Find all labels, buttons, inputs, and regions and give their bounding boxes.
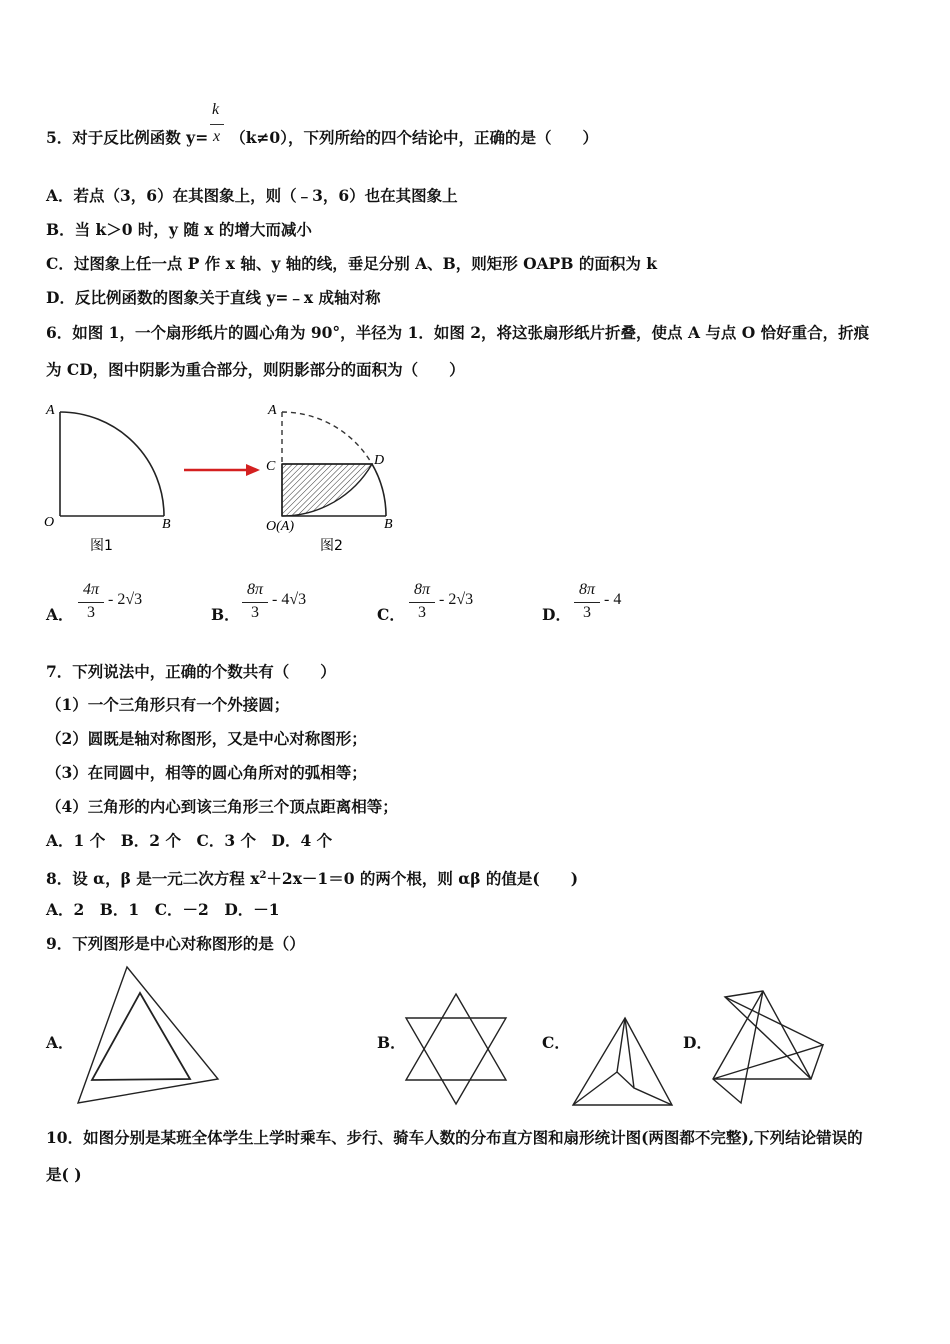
q6-option-d-den: 3 <box>583 604 591 621</box>
q6-option-d-label: D． <box>542 605 571 624</box>
q6-option-c-den: 3 <box>418 604 426 621</box>
q8-stem-b: ＋2x－1＝0 的两个根，则 αβ 的值是( ) <box>266 869 579 888</box>
q7-stem: 7．下列说法中，正确的个数共有（ ） <box>46 662 336 681</box>
q10-stem-line2: 是( ) <box>46 1165 82 1184</box>
q5-frac-num: k <box>212 101 220 118</box>
q9-stem: 9．下列图形是中心对称图形的是（） <box>46 934 305 953</box>
fig2-label-o: O(A) <box>266 519 294 534</box>
fig2-label-b: B <box>384 517 393 532</box>
q8-stem <box>46 866 578 889</box>
fig1-label-o: O <box>44 515 55 530</box>
q7-item-4: （4）三角形的内心到该三角形三个顶点距离相等； <box>46 797 398 816</box>
q5-option-a: A．若点（3，6）在其图象上，则（﹣3，6）也在其图象上 <box>46 186 458 205</box>
fig2-caption: 图2 <box>320 538 343 554</box>
q6-stem-line2: 为 CD，图中阴影为重合部分，则阴影部分的面积为（ ） <box>46 360 465 379</box>
q5-stem <box>46 128 598 148</box>
q5-frac-den: x <box>213 128 221 145</box>
arrow-icon <box>180 460 264 480</box>
fig2-dashed-arc <box>282 412 372 464</box>
q6-option-c-num: 8π <box>413 581 430 598</box>
fig2-label-d: D <box>374 453 385 468</box>
q5-option-d: D．反比例函数的图象关于直线 y=﹣x 成轴对称 <box>46 288 381 307</box>
q9-figure-c <box>568 1012 678 1110</box>
fig2-label-a: A <box>268 403 277 418</box>
q8-sup: 2 <box>259 870 267 881</box>
q6-option-b-label: B． <box>211 605 240 624</box>
q6-option-a-label: A． <box>46 605 74 624</box>
fig2-label-c: C <box>266 459 276 474</box>
q9-figure-d <box>705 987 829 1107</box>
q6-option-c-label: C． <box>377 605 405 624</box>
q6-option-b-num: 8π <box>246 581 263 598</box>
fig1-caption: 图1 <box>90 538 113 554</box>
q6-option-d-num: 8π <box>578 581 595 598</box>
q6-option-b-den: 3 <box>251 604 259 621</box>
q7-item-3: （3）在同圆中，相等的圆心角所对的弧相等； <box>46 763 367 782</box>
fig2-arc <box>372 464 386 516</box>
q9-figure-b <box>400 990 512 1108</box>
q5-suffix: （k≠0），下列所给的四个结论中，正确的是（ ） <box>230 128 598 147</box>
q6-option-d-rest: - 4 <box>604 591 622 608</box>
q6-option-a-den: 3 <box>87 604 95 621</box>
q6-option-c-rest: - 2√3 <box>439 591 474 608</box>
q9-option-c-label: C． <box>542 1033 570 1052</box>
q10-stem-line1: 10．如图分别是某班全体学生上学时乘车、步行、骑车人数的分布直方图和扇形统计图(两图都不完整),下列结论错误的 <box>46 1128 863 1147</box>
q6-stem-line1: 6．如图 1，一个扇形纸片的圆心角为 90°，半径为 1．如图 2，将这张扇形纸片折叠，使点 A 与点 O 恰好重合，折痕 <box>46 323 870 342</box>
fig1-label-a: A <box>46 403 55 418</box>
q7-item-1: （1）一个三角形只有一个外接圆； <box>46 695 290 714</box>
q6-figure-1 <box>40 398 190 558</box>
fig2-shaded-region <box>282 464 372 516</box>
q9-option-b-label: B． <box>377 1033 406 1052</box>
q5-prefix: 5．对于反比例函数 y= <box>46 128 209 147</box>
q8-options: A．2 B．1 C．－2 D．－1 <box>46 900 280 919</box>
q5-option-c: C．过图象上任一点 P 作 x 轴、y 轴的线，垂足分别 A、B，则矩形 OAPB 的面积为 k <box>46 254 657 273</box>
fig1-label-b: B <box>162 517 171 532</box>
q6-option-b-rest: - 4√3 <box>272 591 307 608</box>
q9-figure-a <box>70 963 228 1109</box>
q7-options: A．1 个 B．2 个 C．3 个 D．4 个 <box>46 831 333 850</box>
q6-option-a-rest: - 2√3 <box>108 591 143 608</box>
fig1-arc <box>60 412 164 516</box>
q6-figure-2 <box>262 398 412 558</box>
q5-frac-bar <box>210 124 224 125</box>
q6-option-a-num: 4π <box>82 581 99 598</box>
q9-option-d-label: D． <box>683 1033 712 1052</box>
q7-item-2: （2）圆既是轴对称图形，又是中心对称图形； <box>46 729 367 748</box>
q8-stem-a: 8．设 α，β 是一元二次方程 x <box>46 869 260 888</box>
q9-option-a-label: A． <box>46 1033 74 1052</box>
q5-option-b: B．当 k＞0 时，y 随 x 的增大而减小 <box>46 220 312 239</box>
